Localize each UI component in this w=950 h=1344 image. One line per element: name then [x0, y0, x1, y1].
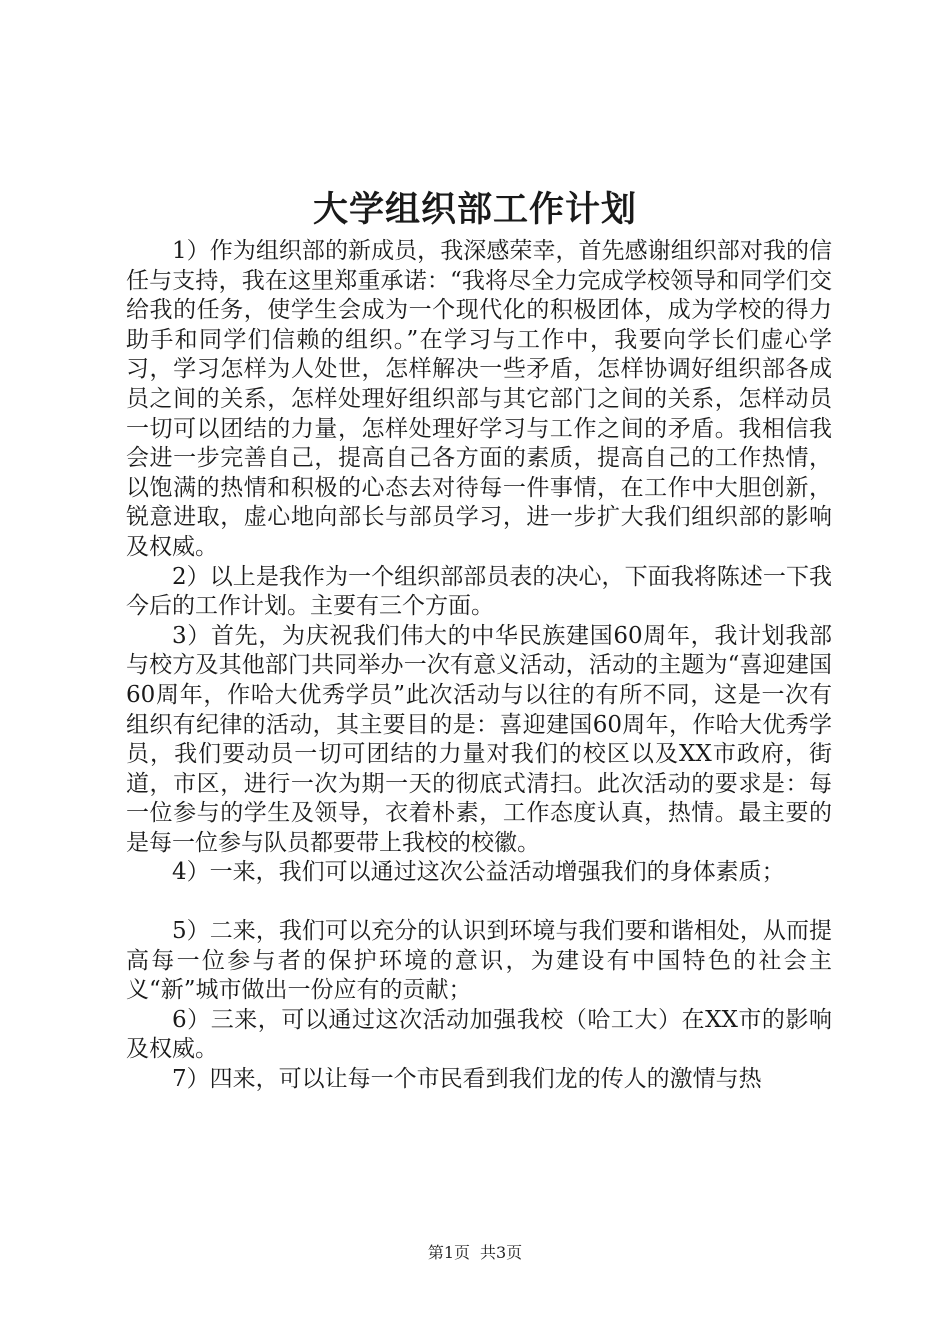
- page-total: 共3页: [480, 1243, 523, 1262]
- paragraph-7: 7）四来，可以让每一个市民看到我们龙的传人的激情与热: [172, 1066, 762, 1093]
- paragraph-2: 2）以上是我作为一个组织部部员表的决心，下面我将陈述一下我今后的工作计划。主要有三个方面。: [126, 563, 832, 620]
- document-body: [126, 237, 832, 1095]
- document-title: 大学组织部工作计划: [312, 189, 637, 230]
- paragraph-3: 3）首先，为庆祝我们伟大的中华民族建国60周年，我计划我部与校方及其他部门共同举办一次有意义活动，活动的主题为“喜迎建国60周年，作哈大优秀学员”此次活动与以往的有所不同，这是一次有组织有纪律的活动，其主要目的是：喜迎建国60周年，作哈大优秀学员，我们要动员一切可团结的力量对我们的校区以及XX市政府，街道，市区，进行一次为期一天的彻底式清扫。此次活动的要求是：每一位参与的学生及领导，衣着朴素，工作态度认真，热情。最主要的是每一位参与队员都要带上我校的校徽。: [126, 622, 832, 856]
- page-footer: [0, 1243, 950, 1263]
- page-number: 第1页: [427, 1243, 470, 1262]
- paragraph-5: 5）二来，我们可以充分的认识到环境与我们要和谐相处，从而提高每一位参与者的保护环境的意识，为建设有中国特色的社会主义“新”城市做出一份应有的贡献；: [126, 918, 832, 1004]
- paragraph-4: 4）一来，我们可以通过这次公益活动增强我们的身体素质；: [172, 859, 785, 886]
- paragraph-6: 6）三来，可以通过这次活动加强我校（哈工大）在XX市的影响及权威。: [126, 1006, 832, 1063]
- paragraph-1: 1）作为组织部的新成员，我深感荣幸，首先感谢组织部对我的信任与支持，我在这里郑重承诺：“我将尽全力完成学校领导和同学们交给我的任务，使学生会成为一个现代化的积极团体，成为学校的得力助手和同学们信赖的组织。”在学习与工作中，我要向学长们虚心学习，学习怎样为人处世，怎样解决一些矛盾，怎样协调好组织部各成员之间的关系，怎样处理好组织部与其它部门之间的关系，怎样动员一切可以团结的力量，怎样处理好学习与工作之间的矛盾。我相信我会进一步完善自己，提高自己各方面的素质，提高自己的工作热情，以饱满的热情和积极的心态去对待每一件事情，在工作中大胆创新，锐意进取，虚心地向部长与部员学习，进一步扩大我们组织部的影响及权威。: [126, 238, 832, 560]
